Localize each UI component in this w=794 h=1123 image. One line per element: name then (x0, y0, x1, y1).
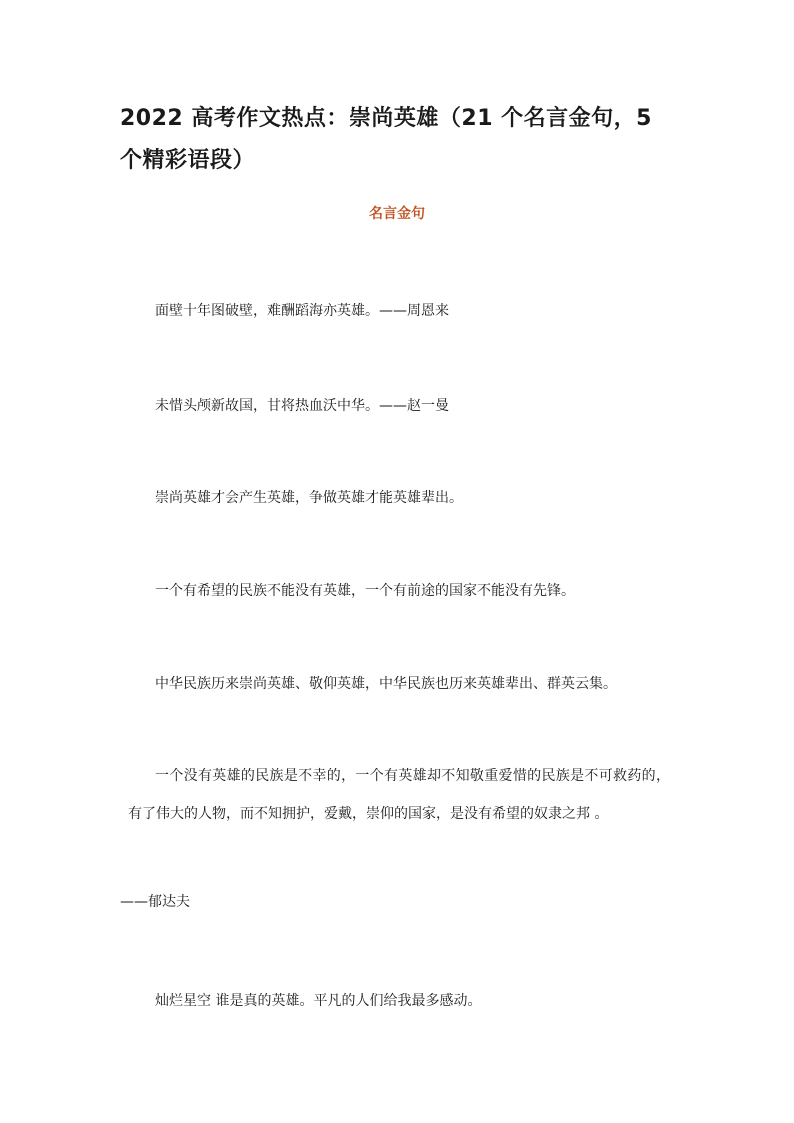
document-title: 2022 高考作文热点：崇尚英雄（21 个名言金句，5 个精彩语段） (120, 106, 652, 173)
quote-3: 崇尚英雄才会产生英雄，争做英雄才能英雄辈出。 (155, 490, 463, 506)
quote-5: 中华民族历来崇尚英雄、敬仰英雄，中华民族也历来英雄辈出、群英云集。 (155, 676, 617, 692)
quote-6: 灿烂星空 谁是真的英雄。平凡的人们给我最多感动。 (155, 993, 482, 1009)
long-quote-attribution: ——郁达夫 (120, 894, 190, 910)
quote-1: 面壁十年图破壁，难酬蹈海亦英雄。——周恩来 (155, 303, 449, 319)
long-quote: 一个没有英雄的民族是不幸的，一个有英雄却不知敬重爱惜的民族是不可救药的，有了伟大的人物，而不知拥护，爱戴，崇仰的国家，是没有希望的奴隶之邦 。 (128, 768, 670, 822)
section-heading: 名言金句 (369, 206, 425, 222)
quote-2: 未惜头颅新故国，甘将热血沃中华。——赵一曼 (155, 398, 449, 414)
quote-4: 一个有希望的民族不能没有英雄，一个有前途的国家不能没有先锋。 (155, 583, 575, 599)
